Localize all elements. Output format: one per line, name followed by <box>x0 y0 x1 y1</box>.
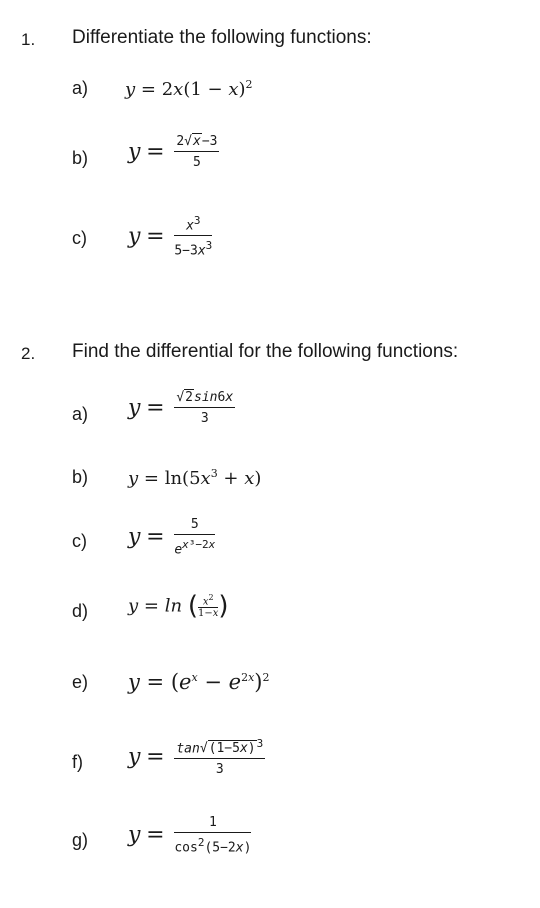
item-2f-denominator: 3 <box>215 762 224 778</box>
item-1a-expression: $y = 2x(1 - x)^2$ <box>125 78 253 100</box>
item-2b-expression: $y = \ln(5x^3 + x)$ <box>128 467 262 489</box>
item-1a-label: a) <box>72 78 89 98</box>
section-2-number: 2. <box>21 344 36 363</box>
item-2f-expression: y = $\frac{\tan√(1-5x)^3}{3}$ <box>128 737 264 778</box>
item-2d-label: d) <box>72 601 89 621</box>
item-1c-numerator: $x^3$ <box>174 214 212 236</box>
item-2a-fraction <box>174 390 235 426</box>
item-2d-fraction <box>198 593 218 619</box>
item-2c-label: c) <box>72 531 87 551</box>
item-2e-expression: $y = (e^x - e^{2x})^2$ <box>128 670 270 694</box>
item-2f-label: f) <box>72 752 83 772</box>
item-2c-expression: y = $\frac{5}{e^{x^3-2x}}$ <box>128 517 216 558</box>
item-2g-expression: y = $\frac{1}{\cos^2(5-2x)}$ <box>128 815 252 856</box>
item-2e-label: e) <box>72 672 89 692</box>
section-1-heading: Differentiate the following functions: <box>72 27 372 48</box>
item-1c-denominator: $5-3x^3$ <box>174 239 213 259</box>
item-2f-fraction <box>174 737 265 777</box>
item-1b-fraction <box>174 134 219 170</box>
item-2a-expression: y = $\frac{√2\sin 6x}{3}$ <box>128 390 234 426</box>
item-2g-numerator: 1 <box>174 815 251 833</box>
item-2a-numerator: √2sin6x <box>174 390 235 408</box>
section-2-heading: Find the differential for the following functions: <box>72 341 459 362</box>
item-2d-expression: y = ln ( $\frac{x^2}{1-x}$ ) <box>128 591 229 621</box>
item-2d-denominator: 1−x <box>197 608 219 620</box>
item-2g-denominator: $\cos^2(5-2x)$ <box>174 836 252 856</box>
item-2a-label: a) <box>72 404 89 424</box>
item-2a-denominator: 3 <box>200 411 209 426</box>
item-2c-numerator: 5 <box>174 517 215 535</box>
item-1c-expression: y = $\frac{x^3}{5-3x^3}$ <box>128 214 213 259</box>
item-2d-numerator: $x^2$ <box>198 593 218 608</box>
item-2g-label: g) <box>72 830 89 850</box>
item-1b-expression: y = $\frac{2√x-3}{5}$ <box>128 134 218 170</box>
item-2f-numerator: $\tan√(1-5x)^3$ <box>174 737 265 759</box>
section-1-number: 1. <box>21 30 36 49</box>
item-2g-fraction <box>174 815 251 855</box>
item-2b-label: b) <box>72 467 89 487</box>
item-1c-fraction <box>174 214 212 259</box>
item-1b-numerator: 2√x−3 <box>174 134 219 152</box>
item-2c-fraction <box>174 517 215 557</box>
item-1b-denominator: 5 <box>193 155 201 170</box>
item-1b-label: b) <box>72 148 89 168</box>
item-1c-label: c) <box>72 228 87 248</box>
item-2c-denominator: $e^{x^3-2x}$ <box>174 538 216 558</box>
